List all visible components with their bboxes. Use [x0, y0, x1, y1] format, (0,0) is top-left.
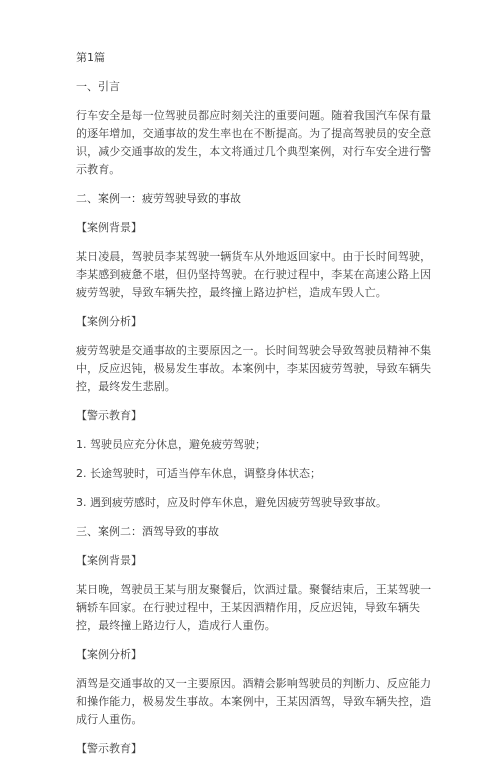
case1-analysis-label: 【案例分析】	[76, 315, 142, 328]
warning-list-item	[76, 436, 432, 454]
section-intro-body: 行车安全是每一位驾驶员都应时刻关注的重要问题。随着我国汽车保有量的逐年增加，交通事故的发生率也在不断提高。为了提高驾驶员的安全意识，减少交通事故的发生，本文将通过几个典型案例，对行车安全进行警示教育。	[76, 109, 432, 176]
case1-background-body: 某日凌晨，驾驶员李某驾驶一辆货车从外地返回家中。由于长时间驾驶，李某感到疲惫不堪，但仍坚持驾驶。在行驶过程中，李某在高速公路上因疲劳驾驶，导致车辆失控，最终撞上路边护栏，造成车毁人亡。	[76, 250, 432, 299]
part-label: 第1篇	[76, 51, 105, 64]
case1-background-label: 【案例背景】	[76, 221, 142, 234]
case2-background-label: 【案例背景】	[76, 554, 142, 567]
case2-warning-label: 【警示教育】	[76, 742, 142, 755]
list-text: 长途驾驶时，可适当停车休息，调整身体状态；	[90, 467, 321, 480]
case2-analysis-label: 【案例分析】	[76, 648, 142, 661]
list-number: 2.	[76, 467, 87, 480]
list-number: 3.	[76, 496, 87, 509]
list-text: 遇到疲劳感时，应及时停车休息，避免因疲劳驾驶导致事故。	[90, 496, 387, 509]
case1-warning-label: 【警示教育】	[76, 409, 142, 422]
warning-list-item	[76, 465, 432, 483]
section-case2-title: 三、案例二：酒驾导致的事故	[76, 525, 219, 538]
case1-analysis-body: 疲劳驾驶是交通事故的主要原因之一。长时间驾驶会导致驾驶员精神不集中，反应迟钝，极易发生事故。本案例中，李某因疲劳驾驶，导致车辆失控，最终发生悲剧。	[76, 344, 432, 393]
section-intro-title: 一、引言	[76, 80, 120, 93]
case2-background-body: 某日晚，驾驶员王某与朋友聚餐后，饮酒过量。聚餐结束后，王某驾驶一辆轿车回家。在行驶过程中，王某因酒精作用，反应迟钝，导致车辆失控，最终撞上路边行人，造成行人重伤。	[76, 583, 432, 632]
warning-list-item	[76, 494, 432, 512]
section-case1-title: 二、案例一：疲劳驾驶导致的事故	[76, 192, 241, 205]
list-number: 1.	[76, 438, 87, 451]
case2-analysis-body: 酒驾是交通事故的又一主要原因。酒精会影响驾驶员的判断力、反应能力和操作能力，极易发生事故。本案例中，王某因酒驾，导致车辆失控，造成行人重伤。	[76, 677, 432, 726]
list-text: 驾驶员应充分休息，避免疲劳驾驶；	[90, 438, 266, 451]
